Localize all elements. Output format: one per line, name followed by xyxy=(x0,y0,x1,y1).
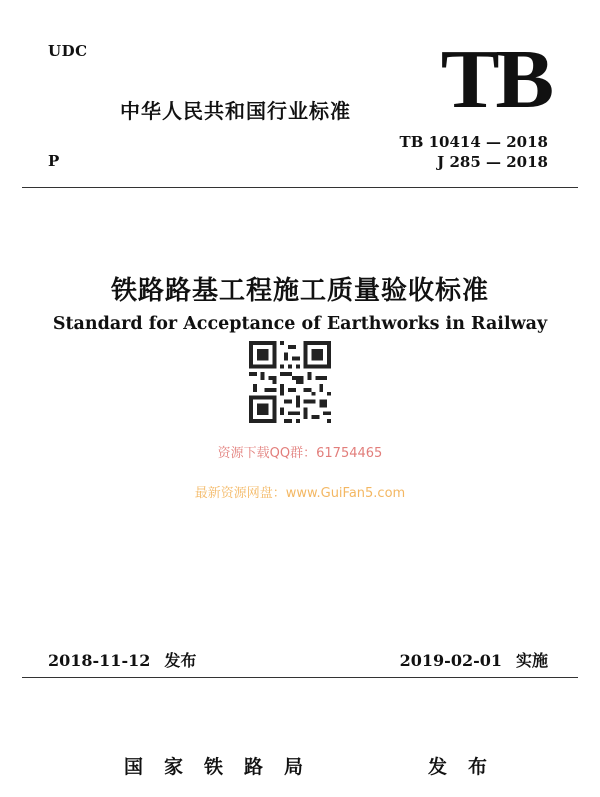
code-j: J 285 — 2018 xyxy=(437,153,548,171)
publisher-action: 发布 xyxy=(428,756,509,778)
title-english: Standard for Acceptance of Earthworks in Railway xyxy=(52,314,548,334)
watermark-site: 最新资源网盘：www.GuiFan5.com xyxy=(194,486,406,501)
title-chinese: 铁路路基工程施工质量验收标准 xyxy=(110,276,489,306)
series-code: TB xyxy=(440,33,550,126)
watermark-qq: 资源下载QQ群：61754465 xyxy=(217,446,383,461)
qr-code xyxy=(249,341,331,423)
issue-word: 发布 xyxy=(164,651,197,670)
bottom-divider xyxy=(22,677,578,678)
top-divider xyxy=(22,187,578,188)
code-tb: TB 10414 — 2018 xyxy=(399,133,548,151)
issue-date-row xyxy=(48,648,196,671)
impl-date: 2019-02-01 xyxy=(399,651,502,670)
impl-word: 实施 xyxy=(515,651,548,670)
standard-codes xyxy=(400,132,548,172)
category-label: P xyxy=(48,152,60,170)
publisher-name: 国家铁路局 xyxy=(124,756,325,778)
issue-date: 2018-11-12 xyxy=(48,651,151,670)
impl-date-row xyxy=(400,648,548,671)
udc-label: UDC xyxy=(48,42,88,60)
standard-type: 中华人民共和国行业标准 xyxy=(120,99,351,123)
